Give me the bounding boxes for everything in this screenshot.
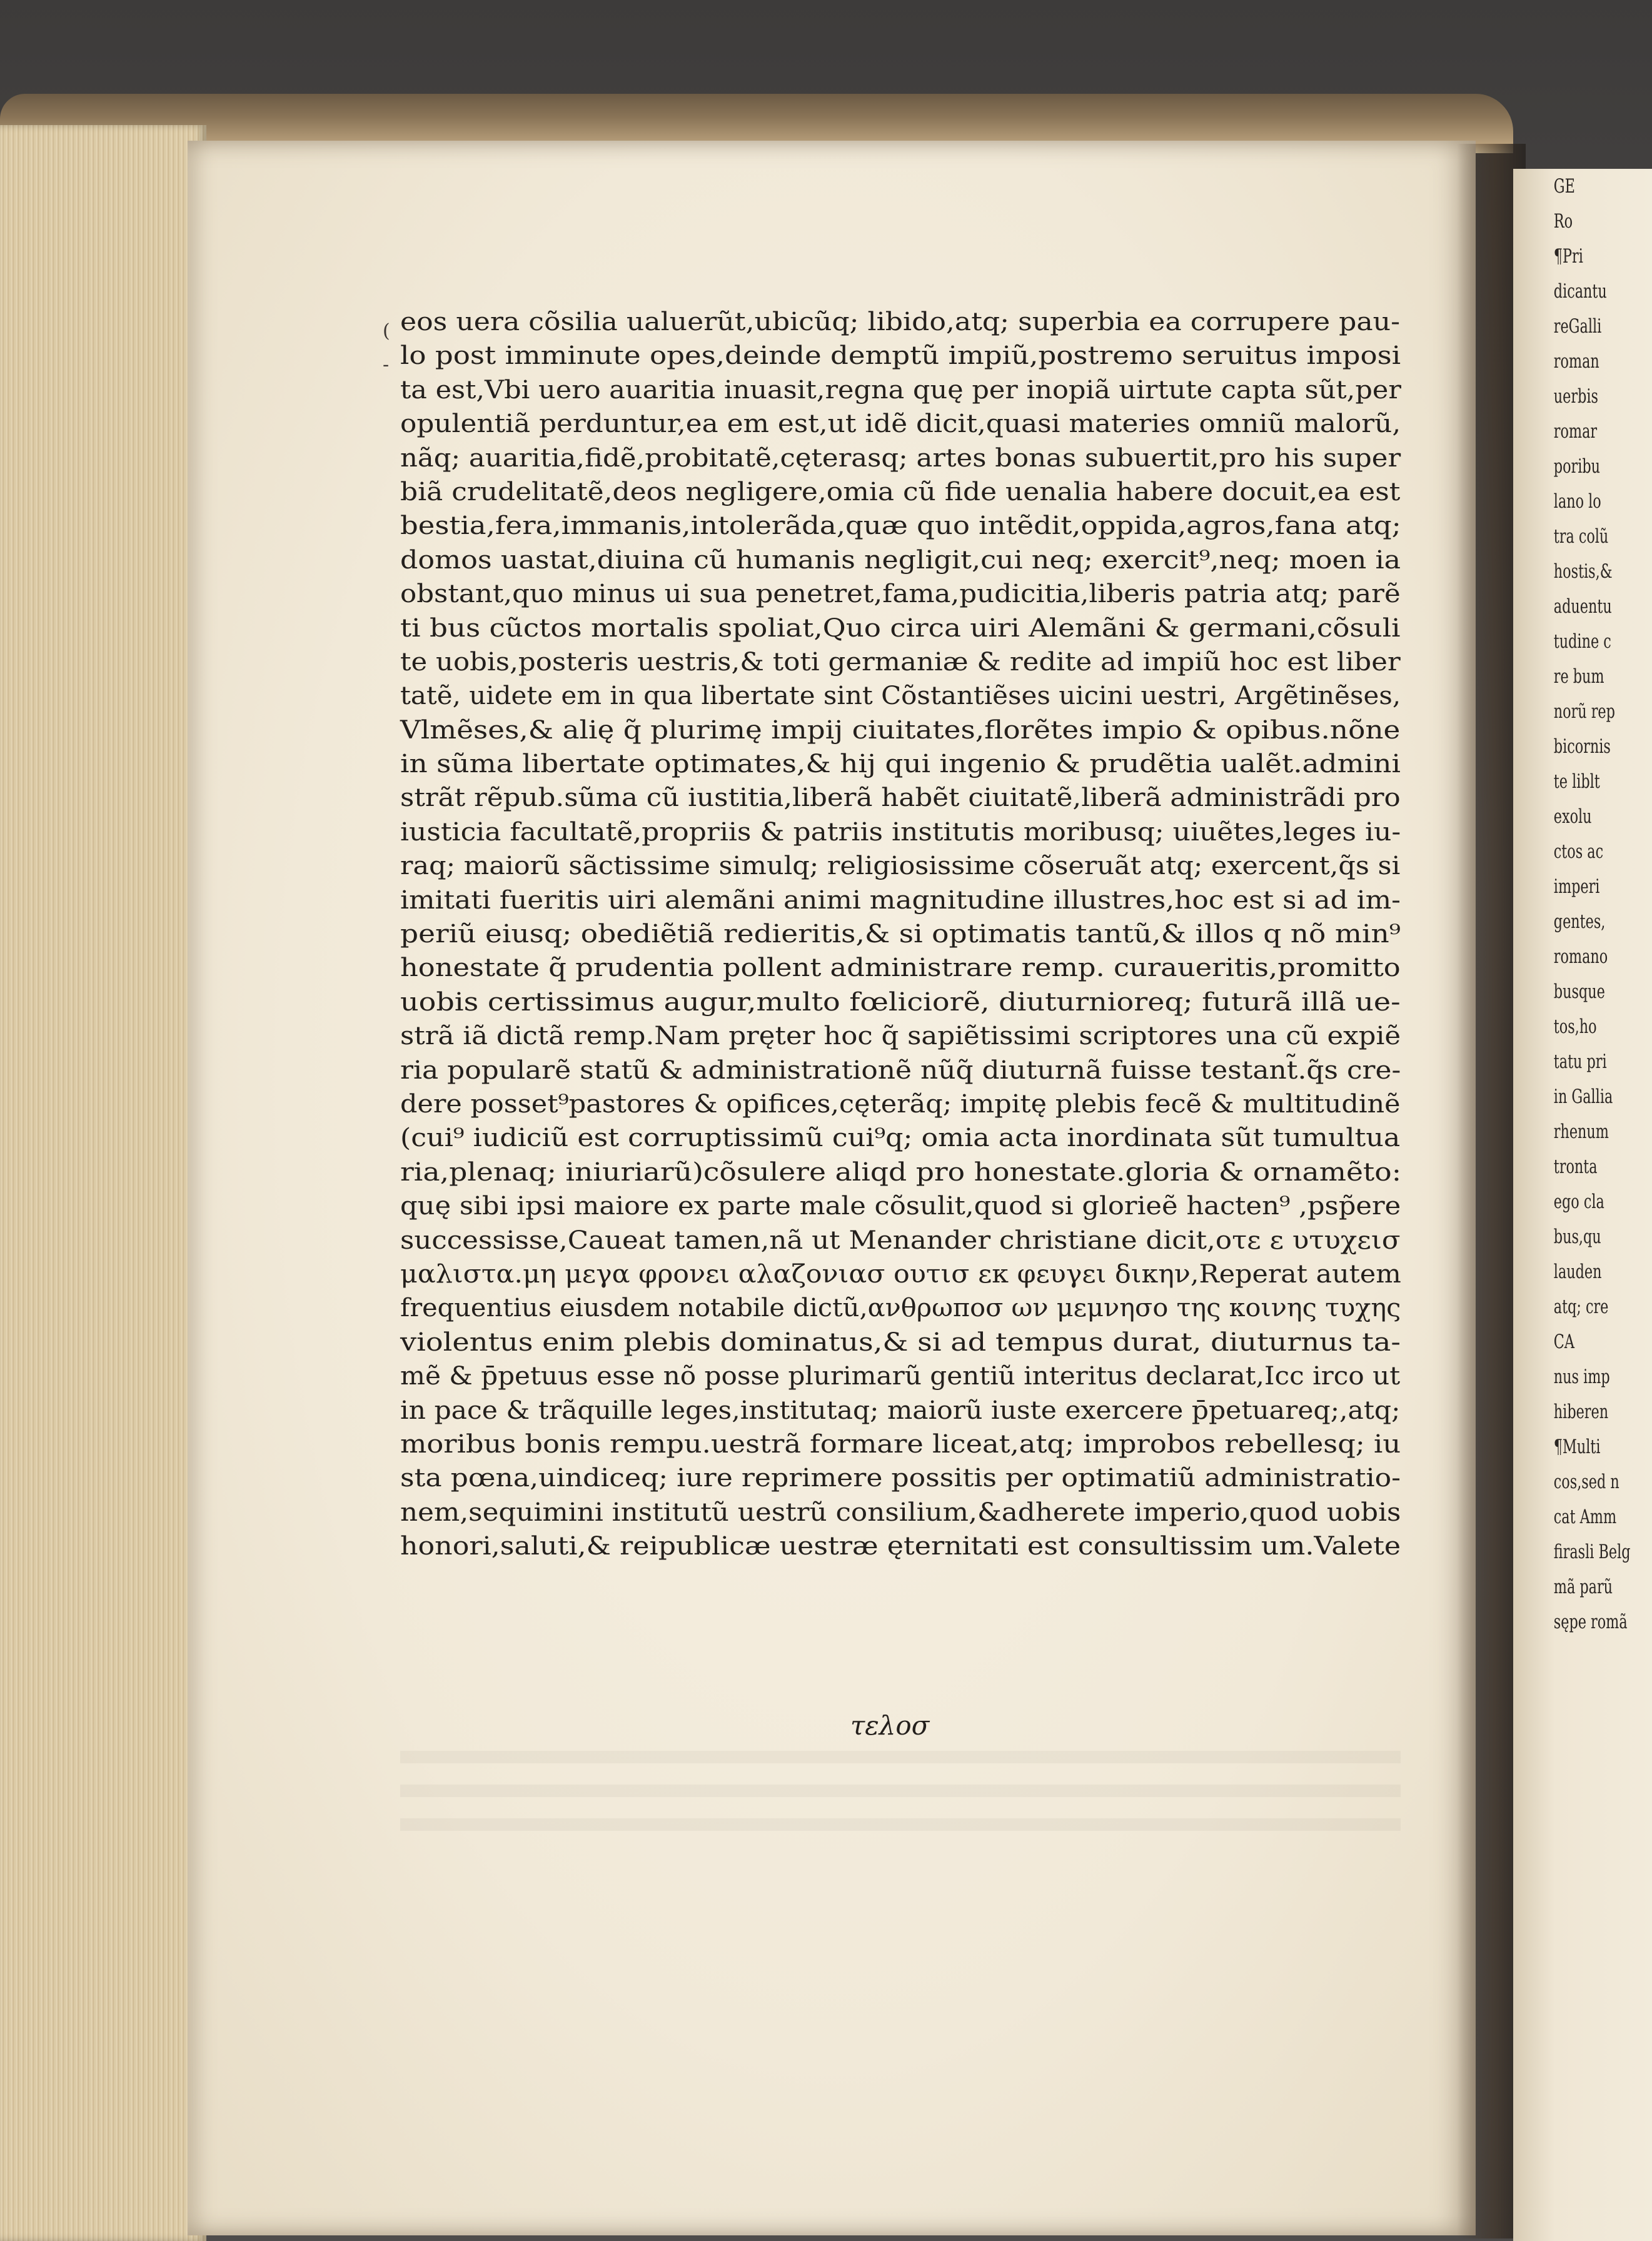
facing-page-line: tatu pri (1553, 1050, 1607, 1073)
facing-page-line: hostis,& (1553, 560, 1613, 583)
text-line: iusticia facultatẽ,propriis & patriis institutis moribusq; uiuẽtes,leges iu- (400, 817, 1401, 847)
facing-page-line: re bum (1553, 665, 1604, 688)
text-line: moribus bonis rempu.uestrã formare liceat,atq; improbos rebellesq; iu (400, 1429, 1401, 1459)
facing-page-line: cat Amm (1553, 1506, 1617, 1528)
facing-page-line: CA (1553, 1331, 1574, 1353)
text-line: imitati fueritis uiri alemãni animi magnitudine illustres,hoc est si ad im- (400, 885, 1401, 915)
main-text-block (400, 305, 1413, 1563)
facing-page-line: gentes, (1553, 910, 1606, 933)
colophon-telos: τελοσ (850, 1710, 930, 1741)
facing-page-line: nus imp (1553, 1366, 1610, 1388)
text-line: opulentiã perduntur,ea em est,ut idẽ dicit,quasi materies omniũ malorũ, (400, 410, 1401, 439)
facing-page-line: cos,sed n (1553, 1471, 1619, 1493)
margin-mark-paren: ( (383, 320, 390, 342)
facing-page-line: in Gallia (1553, 1085, 1613, 1108)
text-line: ria popularẽ statũ & administrationẽ nũq̃ diuturnã fuisse testant̃.q̃s cre- (400, 1055, 1401, 1085)
facing-page-line: busque (1553, 980, 1605, 1003)
text-line: ti bus cũctos mortalis spoliat,Quo circa uiri Alemãni & germani,cõsuli (400, 613, 1401, 643)
facing-page-line: exolu (1553, 805, 1592, 828)
text-line: mẽ & p̄petuus esse nõ posse plurimarũ gentiũ interitus declarat,Icc irco ut (400, 1362, 1401, 1391)
text-line: (cui⁹ iudiciũ est corruptissimũ cui⁹q; omia acta inordinata sũt tumultua (400, 1124, 1401, 1153)
text-line: nem,sequimini institutũ uestrũ consilium,&adherete imperio,quod uobis (400, 1498, 1401, 1527)
facing-page-line: imperi (1553, 875, 1600, 898)
show-through-shadow (400, 1751, 1401, 1851)
text-line: bestia,fera,immanis,intolerãda,quæ quo intẽdit,oppida,agros,fana atq; (400, 511, 1401, 541)
text-line: quę sibi ipsi maiore ex parte male cõsulit,quod si glorieẽ hacten⁹ ,psp̃ere (400, 1192, 1401, 1221)
facing-page-line: tos,ho (1553, 1015, 1597, 1038)
text-line: ta est,Vbi uero auaritia inuasit,regna quę per inopiã uirtute capta sũt,per (400, 375, 1401, 405)
facing-page-line: rhenum (1553, 1120, 1609, 1143)
facing-page-line: poribu (1553, 455, 1601, 478)
facing-page-line: bus,qu (1553, 1226, 1601, 1248)
margin-mark-dash: - (383, 354, 390, 376)
text-line: periũ eiusq; obediẽtiã redieritis,& si optimatis tantũ,& illos q nõ min⁹ (400, 920, 1401, 949)
text-line: biã crudelitatẽ,deos negligere,omia cũ fide uenalia habere docuit,ea est (400, 477, 1401, 506)
facing-page-line: lauden (1553, 1261, 1602, 1283)
text-line: frequentius eiusdem notabile dictũ,ανθρωποσ ων μεμνησο της κοινης τυχης (400, 1294, 1401, 1323)
text-line: eos uera cõsilia ualuerũt,ubicũq; libido,atq; superbia ea corrupere pau- (400, 308, 1401, 336)
text-line: μαλιστα.μη μεγα φρονει αλαζονιασ ουτισ εκ φευγει δικην,Reperat autem (400, 1259, 1401, 1289)
text-line: te uobis,posteris uestris,& toti germaniæ & redite ad impiũ hoc est liber (400, 647, 1401, 677)
facing-page-line: reGalli (1553, 315, 1602, 338)
facing-page-line: norũ rep (1553, 700, 1615, 723)
facing-page-line: ego cla (1553, 1191, 1604, 1213)
text-line: lo post imminute opes,deinde demptũ impiũ,postremo seruitus imposi (400, 341, 1401, 371)
text-line: strãt rẽpub.sũma cũ iustitia,liberã habẽt ciuitatẽ,liberã administrãdi pro (400, 783, 1401, 813)
facing-page-line: roman (1553, 350, 1599, 373)
facing-page-line: firasli Belg (1553, 1541, 1631, 1563)
text-line: honori,saluti,& reipublicæ uestræ ęternitati est consultissim um.Valete (400, 1532, 1401, 1561)
text-line: violentus enim plebis dominatus,& si ad tempus durat, diuturnus ta- (400, 1327, 1401, 1357)
text-line: uobis certissimus augur,multo fœliciorẽ, diuturnioreq; futurã illã ue- (400, 987, 1401, 1017)
text-line: strã iã dictã remp.Nam pręter hoc q̃ sapiẽtissimi scriptores una cũ expiẽ (400, 1022, 1401, 1051)
facing-page-line: bicornis (1553, 735, 1611, 758)
text-line: honestate q̃ prudentia pollent administrare remp. curaueritis,promitto (400, 954, 1401, 983)
facing-page-line: te liblt (1553, 770, 1600, 793)
facing-page-line: uerbis (1553, 385, 1598, 408)
facing-page-line: dicantu (1553, 280, 1607, 303)
text-line: successisse,Caueat tamen,nã ut Menander christiane dicit,οτε ε υτυχεισ (400, 1226, 1401, 1255)
facing-page-line: mã parũ (1553, 1576, 1613, 1598)
facing-page-line: romano (1553, 945, 1608, 968)
page-block-edges (0, 125, 206, 2241)
text-line: dere posset⁹pastores & opifices,cęterãq; impitę plebis fecẽ & multitudinẽ (400, 1089, 1401, 1119)
text-line: sta pœna,uindiceq; iure reprimere possitis per optimatiũ administratio- (400, 1464, 1401, 1493)
text-line: in pace & trãquille leges,institutaq; maiorũ iuste exercere p̄petuareq;,atq; (400, 1396, 1401, 1425)
text-line: nãq; auaritia,fidẽ,probitatẽ,cęterasq; artes bonas subuertit,pro his super (400, 443, 1401, 473)
facing-page-line: ¶Multi (1553, 1436, 1601, 1458)
text-line: obstant,quo minus ui sua penetret,fama,pudicitia,liberis patria atq; parẽ (400, 580, 1401, 609)
facing-page-line: tudine c (1553, 630, 1611, 653)
facing-page-line: tra colũ (1553, 525, 1609, 548)
text-line: tatẽ, uidete em in qua libertate sint Cõstantiẽses uicini uestri, Argẽtinẽses, (400, 682, 1401, 711)
facing-page-line: Ro (1553, 210, 1573, 233)
facing-page-line: lano lo (1553, 490, 1601, 513)
text-line: domos uastat,diuina cũ humanis negligit,cui neq; exercit⁹,neq; moen ia (400, 545, 1401, 575)
text-line: Vlmẽses,& alię q̃ plurimę impij ciuitates,florẽtes impio & opibus.nõne (400, 715, 1401, 745)
text-line: raq; maiorũ sãctissime simulq; religiosissime cõseruãt atq; exercent,q̃s si (400, 852, 1401, 881)
facing-page-strip (1513, 169, 1652, 2241)
facing-page-line: GE (1553, 175, 1575, 198)
text-line: ria,plenaq; iniuriarũ)cõsulere aliqd pro honestate.gloria & ornamẽto: (400, 1157, 1402, 1187)
facing-page-line: ¶Pri (1553, 245, 1583, 268)
facing-page-line: ctos ac (1553, 840, 1604, 863)
facing-page-line: hiberen (1553, 1401, 1609, 1423)
facing-page-line: romar (1553, 420, 1598, 443)
facing-page-line: atq; cre (1553, 1296, 1609, 1318)
facing-page-line: sępe romã (1553, 1611, 1628, 1633)
facing-page-line: aduentu (1553, 595, 1612, 618)
text-line: in sũma libertate optimates,& hij qui ingenio & prudẽtia ualẽt.admini (400, 750, 1401, 779)
facing-page-line: tronta (1553, 1156, 1598, 1178)
